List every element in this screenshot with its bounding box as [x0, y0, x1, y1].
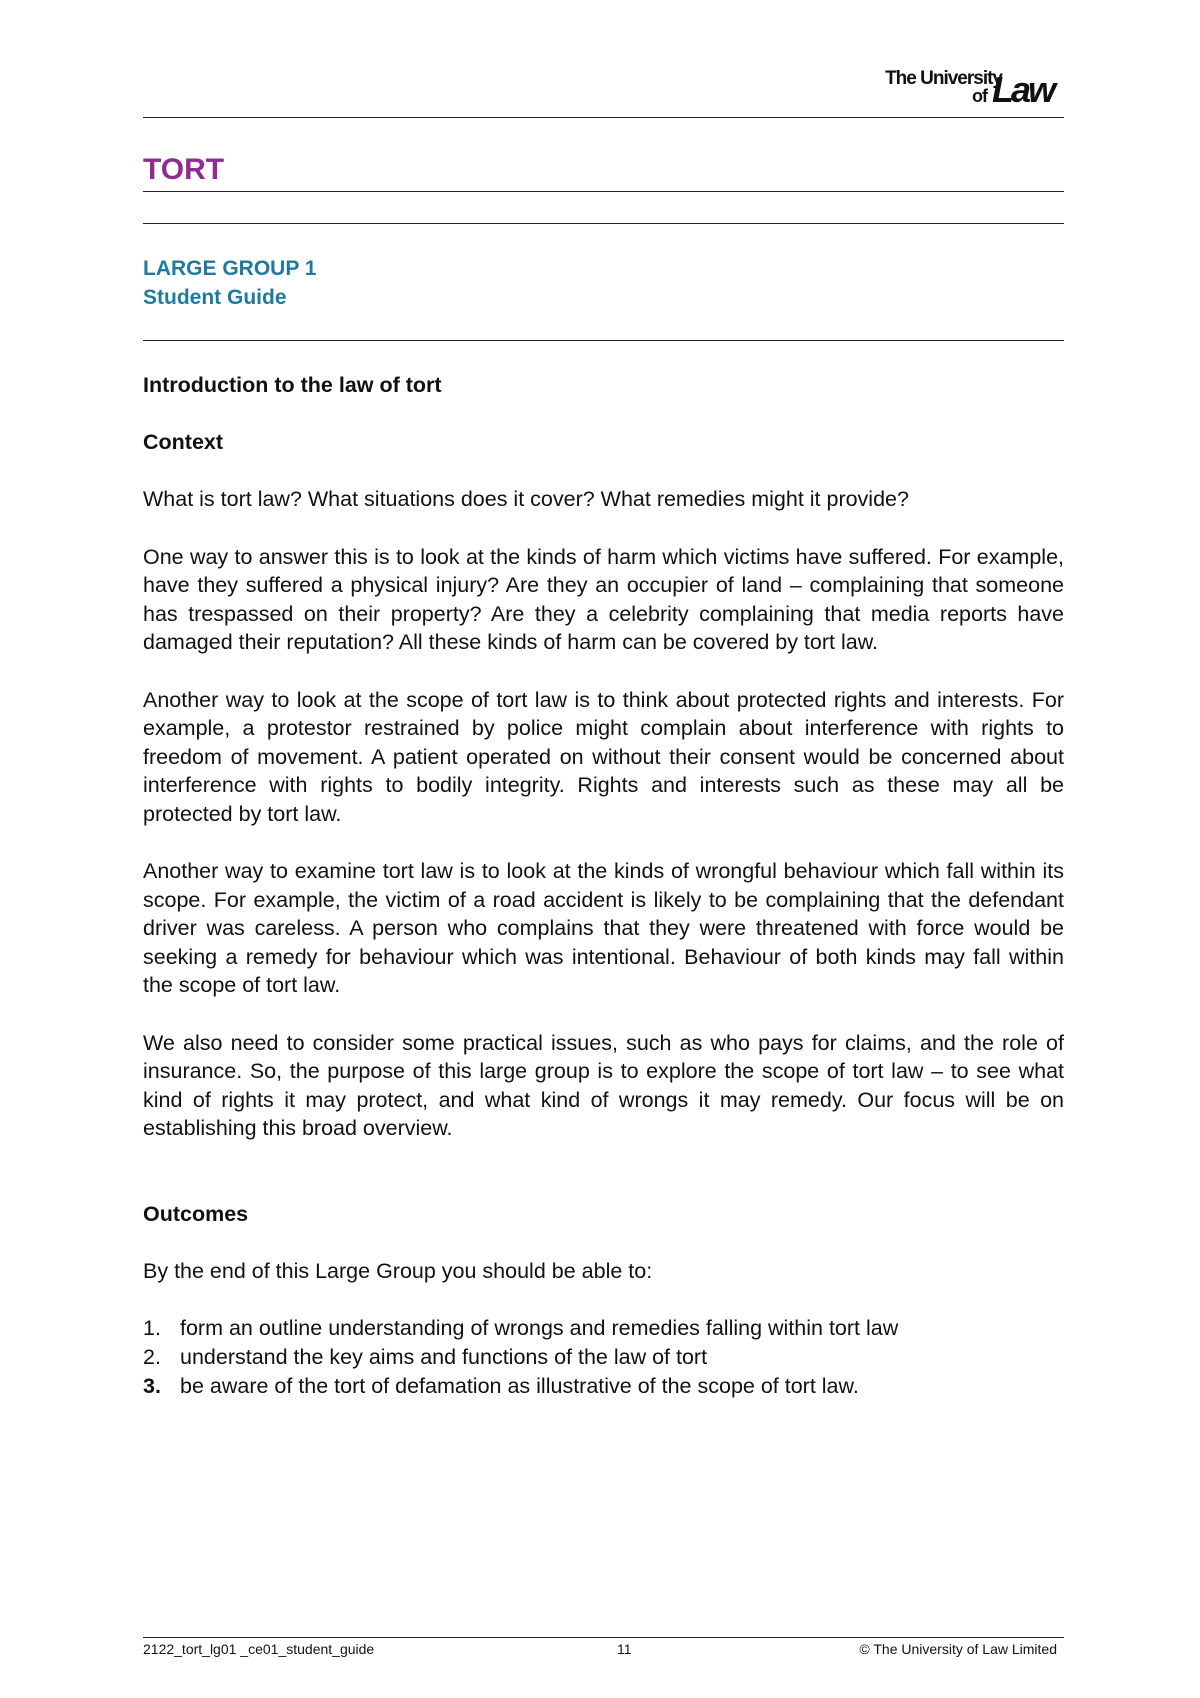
- outcomes-list: [143, 1314, 1064, 1400]
- outcome-text: be aware of the tort of defamation as illustrative of the scope of tort law.: [180, 1373, 859, 1398]
- logo-law: Law: [992, 69, 1054, 110]
- subtitle-group: LARGE GROUP 1: [143, 257, 317, 280]
- outcome-item: [143, 1343, 1064, 1372]
- title-rule-bottom: [143, 191, 1064, 192]
- intro-heading: Introduction to the law of tort: [143, 373, 442, 397]
- header-rule: [143, 117, 1064, 118]
- footer-rule: [143, 1637, 1064, 1638]
- logo-line1: The University: [885, 68, 1002, 89]
- document-title: TORT: [143, 153, 225, 186]
- outcome-number: 1.: [143, 1316, 161, 1341]
- footer-page-number: 11: [617, 1641, 632, 1657]
- context-paragraph-1: What is tort law? What situations does it cover? What remedies might it provide?: [143, 487, 909, 512]
- subtitle-rule-bottom: [143, 340, 1064, 341]
- outcome-text: understand the key aims and functions of the law of tort: [180, 1345, 708, 1369]
- outcome-text: form an outline understanding of wrongs and remedies falling within tort law: [180, 1316, 899, 1341]
- subtitle-block: [143, 254, 316, 312]
- university-logo: [858, 64, 1068, 108]
- context-paragraph-4: Another way to examine tort law is to look at the kinds of wrongful behaviour which fall within its scope. For example, the victim of a road accident is likely to be complaining that the defendant driver was careless. A person who complains that they were threatened with force would be seeking a remedy for behaviour which was intentional. Behaviour of both kinds may fall within the scope of tort law.: [143, 859, 1064, 998]
- footer-copyright: © The University of Law Limited: [859, 1641, 1057, 1657]
- logo-of: of: [972, 86, 987, 106]
- subtitle-guide: Student Guide: [143, 286, 287, 309]
- context-paragraph-5: We also need to consider some practical issues, such as who pays for claims, and the role of insurance. So, the purpose of this large group is to explore the scope of tort law – to see what kind of rights it may protect, and what kind of wrongs it may remedy. Our focus will be on establishing this broad overview.: [143, 1030, 1064, 1141]
- outcome-number: 3.: [143, 1373, 161, 1398]
- outcomes-intro: By the end of this Large Group you should be able to:: [143, 1259, 653, 1284]
- context-heading: Context: [143, 430, 224, 455]
- outcomes-heading: Outcomes: [143, 1202, 249, 1227]
- context-paragraph-3: Another way to look at the scope of tort law is to think about protected rights and interests. For example, a protestor restrained by police might complain about interference with rights to freedom of movement. A patient operated on without their consent would be concerned about interference with rights to bodily integrity. Rights and interests such as these may all be protected by tort law.: [143, 687, 1064, 826]
- main-content: [143, 371, 1064, 1400]
- footer-filename: 2122_tort_lg01 _ce01_student_guide: [143, 1641, 375, 1657]
- context-paragraph-2: One way to answer this is to look at the kinds of harm which victims have suffered. For example, have they suffered a physical injury? Are they an occupier of land – complaining that someone has trespassed on their property? Are they a celebrity complaining that media reports have damaged their reputation? All these kinds of harm can be covered by tort law.: [143, 544, 1064, 655]
- outcome-item: [143, 1372, 1064, 1401]
- outcome-number: 2.: [143, 1345, 161, 1369]
- outcome-item: [143, 1314, 1064, 1343]
- subtitle-rule-top: [143, 223, 1064, 224]
